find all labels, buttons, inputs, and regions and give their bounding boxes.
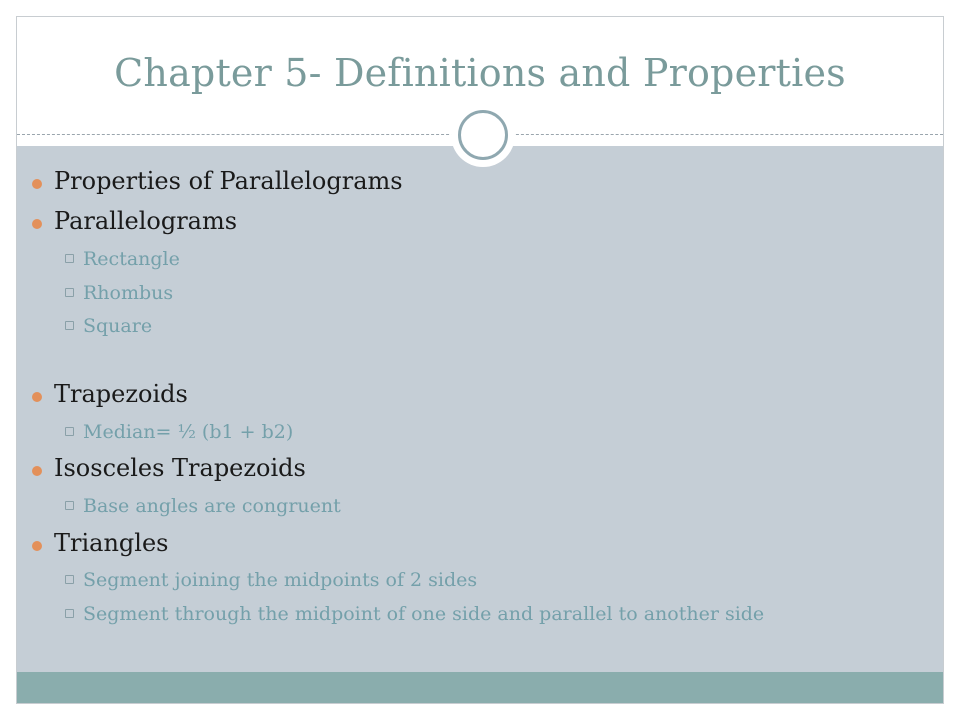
hollow-square-bullet-icon (65, 321, 74, 330)
hollow-square-bullet-icon (65, 427, 74, 436)
list-item-text: Trapezoids (54, 380, 188, 408)
list-item (0, 207, 926, 237)
list-subitem-text: Base angles are congruent (83, 495, 341, 517)
list-subitem (0, 246, 926, 276)
hollow-square-bullet-icon (65, 254, 74, 263)
list-subitem (0, 601, 926, 631)
list-subitem-text: Square (83, 315, 153, 337)
list-item (0, 454, 926, 484)
ring-ornament-icon (458, 110, 508, 160)
list-subitem (0, 493, 926, 523)
slide-title: Chapter 5- Definitions and Properties (114, 51, 846, 95)
list-item (0, 529, 926, 559)
hollow-square-bullet-icon (65, 288, 74, 297)
filled-circle-bullet-icon (32, 219, 42, 229)
list-item-text: Triangles (54, 529, 169, 557)
list-subitem-text: Segment joining the midpoints of 2 sides (83, 569, 478, 591)
hollow-square-bullet-icon (65, 609, 74, 618)
list-subitem-text: Rectangle (83, 248, 180, 270)
footer-bar (17, 672, 943, 703)
list-subitem-text: Median= ½ (b1 + b2) (83, 421, 294, 443)
list-subitem (0, 313, 926, 343)
filled-circle-bullet-icon (32, 392, 42, 402)
list-item (0, 380, 926, 410)
filled-circle-bullet-icon (32, 466, 42, 476)
hollow-square-bullet-icon (65, 575, 74, 584)
list-subitem-text: Segment through the midpoint of one side and parallel to another side (83, 603, 765, 625)
list-item-text: Properties of Parallelograms (54, 167, 403, 195)
hollow-square-bullet-icon (65, 501, 74, 510)
list-subitem (0, 419, 926, 449)
filled-circle-bullet-icon (32, 541, 42, 551)
list-subitem (0, 280, 926, 310)
list-item-text: Isosceles Trapezoids (54, 454, 306, 482)
list-item (0, 167, 926, 197)
list-item-text: Parallelograms (54, 207, 238, 235)
list-subitem-text: Rhombus (83, 282, 174, 304)
list-subitem (0, 567, 926, 597)
filled-circle-bullet-icon (32, 179, 42, 189)
